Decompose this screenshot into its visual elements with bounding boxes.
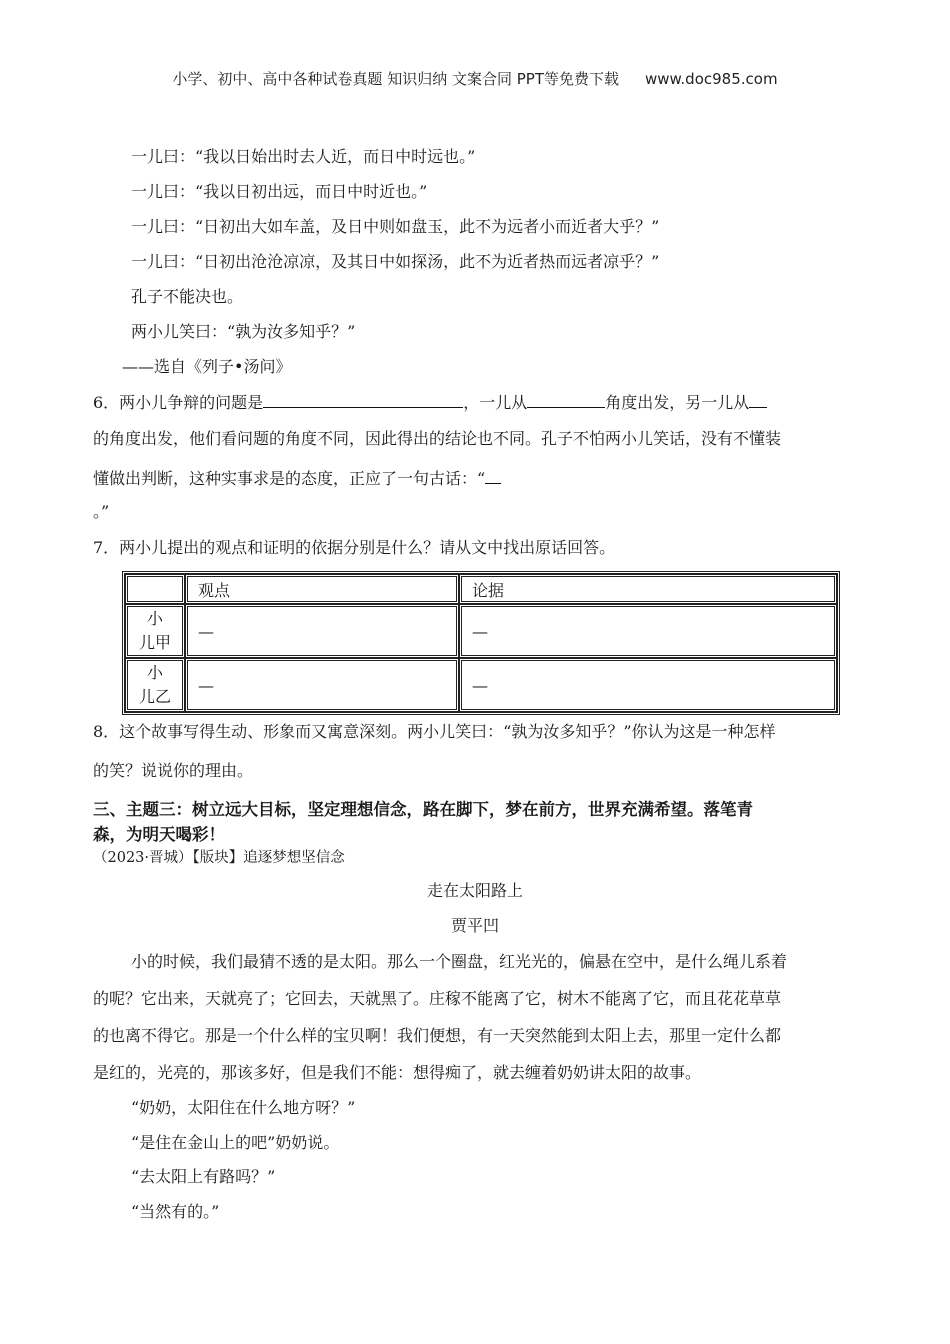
article-author: 贾平凹	[450, 916, 499, 935]
question-8-line-1: 8．这个故事写得生动、形象而又寓意深刻。两小儿笑曰：“孰为汝多知乎？”你认为这是一种怎样	[93, 722, 776, 741]
question-6-line-3	[93, 467, 501, 489]
table-row	[125, 658, 837, 712]
table-header-cell: 观点	[185, 574, 459, 604]
row-label-line: 小	[146, 663, 163, 682]
question-7-text: 7．两小儿提出的观点和证明的依据分别是什么？请从文中找出原话回答。	[93, 538, 616, 557]
row-label-line: 儿甲	[138, 633, 171, 652]
q6-answer-blank-3[interactable]	[749, 391, 767, 408]
evidence-answer-cell[interactable]: —	[459, 604, 837, 658]
table-header-cell	[125, 574, 185, 604]
article-paragraph-line: 的也离不得它。那是一个什么样的宝贝啊！我们便想，有一天突然能到太阳上去，那里一定什么都	[93, 1026, 782, 1045]
row-label	[125, 604, 185, 658]
q6-text-b: ，一儿从	[463, 393, 528, 412]
question-meta: （2023·晋城）【版块】追逐梦想坚信念	[93, 850, 345, 866]
table-header-row	[125, 574, 837, 604]
table-row	[125, 604, 837, 658]
q6-answer-blank-4[interactable]	[485, 467, 501, 484]
passage-line: 孔子不能决也。	[131, 287, 244, 306]
dialogue-line: “奶奶，太阳住在什么地方呀？”	[131, 1098, 356, 1117]
passage-line: 一儿曰：“日初出沧沧凉凉，及其日中如探汤，此不为近者热而远者凉乎？”	[131, 252, 660, 271]
dialogue-line: “当然有的。”	[131, 1202, 220, 1221]
passage-line: 两小儿笑曰：“孰为汝多知乎？”	[131, 322, 356, 341]
answer-table	[122, 571, 840, 715]
section-3-heading-line-2: 森，为明天喝彩！	[93, 825, 225, 844]
row-label-line: 儿乙	[138, 687, 171, 706]
section-3-heading-line-1: 三、主题三：树立远大目标，坚定理想信念，路在脚下，梦在前方，世界充满希望。落笔青	[93, 800, 753, 819]
header-site-link[interactable]: www.doc985.com	[644, 70, 778, 88]
question-6-line-1	[93, 391, 767, 413]
view-answer-cell[interactable]: —	[185, 658, 459, 712]
view-answer-cell[interactable]: —	[185, 604, 459, 658]
q6-text-a: 6．两小儿争辩的问题是	[93, 393, 264, 412]
question-8-line-2: 的笑？说说你的理由。	[93, 761, 254, 780]
article-paragraph-line: 的呢？它出来，天就亮了；它回去，天就黑了。庄稼不能离了它，树木不能离了它，而且花花草草	[93, 989, 782, 1008]
evidence-answer-cell[interactable]: —	[459, 658, 837, 712]
header-text: 小学、初中、高中各种试卷真题 知识归纳 文案合同 PPT等免费下载	[172, 70, 619, 88]
article-paragraph-line: 是红的，光亮的，那该多好，但是我们不能：想得痴了，就去缠着奶奶讲太阳的故事。	[93, 1063, 702, 1082]
dialogue-line: “去太阳上有路吗？”	[131, 1167, 276, 1186]
q6-text-line3: 懂做出判断，这种实事求是的态度，正应了一句古话：“	[93, 469, 486, 488]
q6-text-c: 角度出发，另一儿从	[605, 393, 750, 412]
row-label-line: 小	[146, 609, 163, 628]
question-6-line-2: 的角度出发，他们看问题的角度不同，因此得出的结论也不同。孔子不怕两小儿笑话，没有不懂装	[93, 429, 782, 448]
dialogue-line: “是住在金山上的吧”奶奶说。	[131, 1133, 340, 1152]
article-title: 走在太阳路上	[426, 881, 523, 900]
question-6-line-4: 。”	[93, 502, 110, 521]
page-header	[0, 68, 950, 89]
passage-line: 一儿曰：“我以日初出远，而日中时近也。”	[131, 182, 428, 201]
q6-answer-blank-2[interactable]	[527, 391, 605, 408]
q6-answer-blank-1[interactable]	[263, 391, 463, 408]
table-header-cell: 论据	[459, 574, 837, 604]
passage-line: 一儿曰：“日初出大如车盖，及日中则如盘玉，此不为远者小而近者大乎？”	[131, 217, 660, 236]
article-paragraph-line: 小的时候，我们最猜不透的是太阳。那么一个圈盘，红光光的，偏悬在空中，是什么绳儿系着	[131, 952, 788, 971]
row-label	[125, 658, 185, 712]
passage-source: ——选自《列子•汤问》	[122, 357, 292, 376]
passage-line: 一儿曰：“我以日始出时去人近，而日中时远也。”	[131, 147, 476, 166]
